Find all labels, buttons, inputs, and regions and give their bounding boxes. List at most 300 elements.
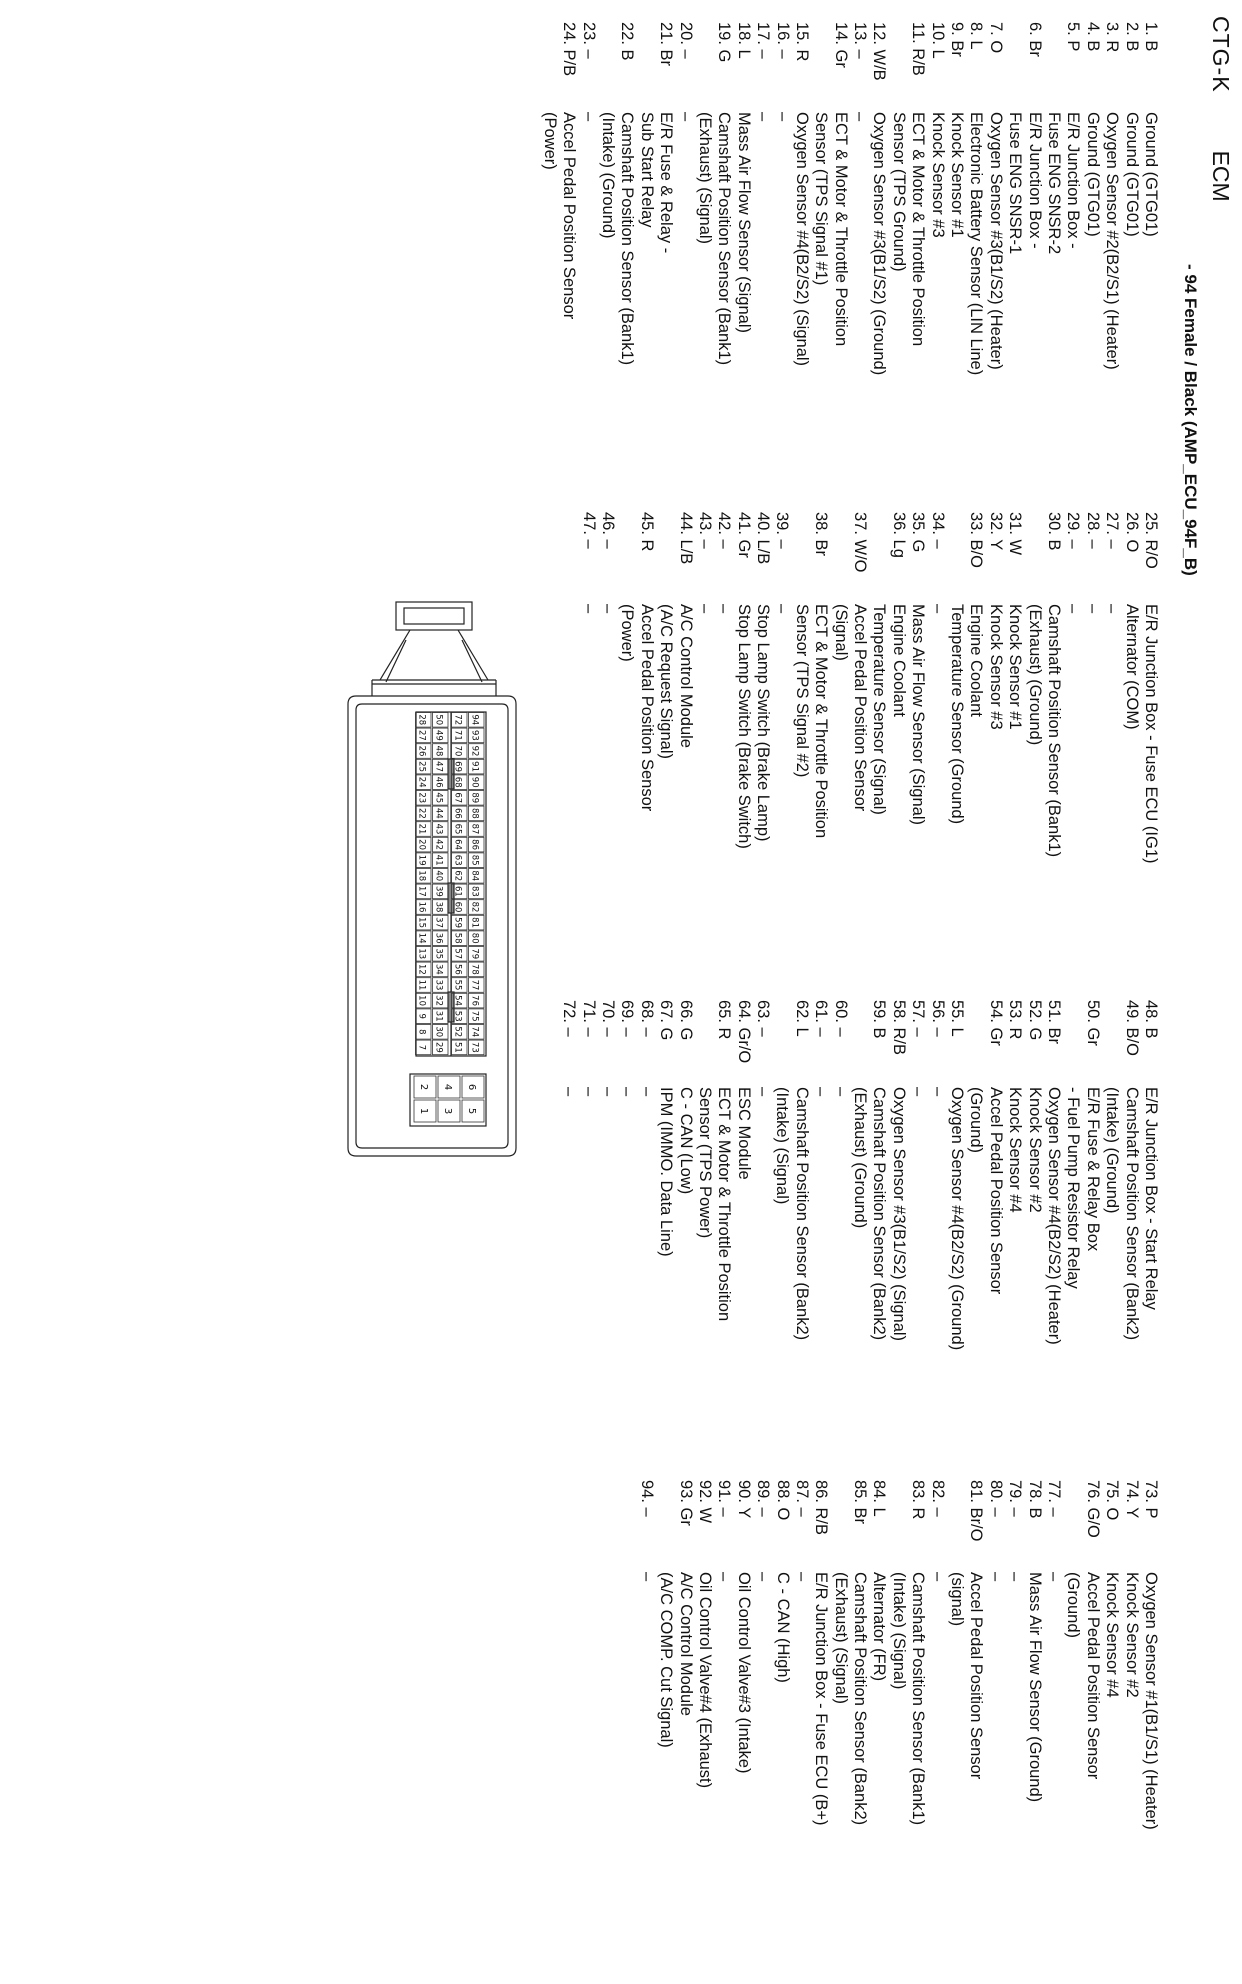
connector-diagram: [342, 600, 522, 1160]
pin-description: [675, 112, 694, 121]
pin-number: 59. B: [870, 1000, 889, 1039]
connector-pin-label: 72: [452, 714, 463, 726]
pin-description: [559, 1087, 578, 1096]
pin-description-line: –: [792, 1572, 811, 1582]
pin-description-line: –: [1006, 1572, 1025, 1582]
pin-row: [1063, 1000, 1102, 1289]
pin-row: [927, 1480, 947, 1582]
pin-description-line: Electronic Battery Sensor (LIN Line): [967, 112, 986, 376]
pin-column-4: [636, 1480, 1160, 1830]
pin-description-line: Knock Sensor #4: [1006, 1087, 1025, 1213]
pin-row: [792, 512, 831, 839]
pin-number: 20. –: [676, 22, 695, 59]
pin-row: [772, 1480, 792, 1683]
connector-pin-label: 83: [469, 885, 480, 897]
pin-description: [1082, 112, 1101, 237]
pin-description-line: ECT & Motor & Throttle Position: [909, 112, 928, 347]
pin-number: 41. Gr: [734, 512, 753, 558]
pin-description: [1141, 112, 1160, 237]
pin-description-line: (Exhaust) (Signal): [831, 1572, 850, 1705]
pin-description-line: –: [598, 1087, 617, 1097]
pin-number: 38. Br: [812, 512, 831, 557]
pin-description-line: –: [618, 1087, 637, 1097]
pin-description-line: Knock Sensor #2: [1025, 1087, 1044, 1213]
connector-pin-label: 57: [452, 948, 463, 960]
pin-description-line: IPM (IMMO. Data Line): [657, 1087, 676, 1257]
connector-power-label: 3: [442, 1107, 453, 1115]
pin-description-line: E/R Fuse & Relay Box: [1083, 1087, 1102, 1252]
pin-row: [1005, 1480, 1025, 1582]
connector-pin-label: 85: [469, 854, 480, 866]
pin-description: [1121, 1572, 1140, 1698]
pin-description: [830, 1572, 869, 1825]
pin-row: [1063, 1480, 1102, 1780]
pin-description-line: Mass Air Flow Sensor (Signal): [734, 112, 753, 333]
pin-description-line: C - CAN (Low): [676, 1087, 695, 1195]
pin-description-line: (Signal): [831, 604, 850, 661]
pin-number: 63. –: [754, 1000, 773, 1037]
pin-description-line: Temperature Sensor (Ground): [948, 604, 967, 825]
connector-pin-label: 58: [452, 932, 463, 944]
pin-description-line: –: [928, 604, 947, 614]
pin-description-line: –: [928, 1087, 947, 1097]
pin-number: 19. G: [715, 22, 734, 63]
pin-description: [791, 604, 830, 838]
pin-description-line: Oxygen Sensor #2(B2/S1) (Heater): [1103, 112, 1122, 370]
pin-row: [792, 1480, 811, 1582]
pin-row: [656, 1480, 695, 1748]
pin-row: [850, 22, 870, 122]
pin-description: [1102, 1087, 1141, 1340]
pin-description: [1024, 604, 1063, 857]
pin-row: [598, 1000, 617, 1097]
connector-pin-label: 80: [469, 932, 480, 944]
pin-description-line: (Intake) (Ground): [598, 112, 617, 239]
pin-number: 83. R: [909, 1480, 928, 1520]
pin-description-line: Knock Sensor #1: [1006, 604, 1025, 730]
pin-row: [1141, 512, 1160, 864]
connector-pin-label: 86: [469, 839, 480, 851]
pin-row: [772, 22, 792, 122]
pin-row: [772, 1000, 811, 1341]
pin-row: [947, 512, 986, 825]
pin-row: [714, 1480, 734, 1582]
pin-row: [869, 512, 908, 815]
pin-description-line: –: [579, 604, 598, 614]
connector-power-label: 6: [466, 1083, 477, 1091]
connector-pin-label: 39: [433, 885, 444, 897]
connector-pin-label: 64: [452, 839, 463, 851]
pin-number: 30. B: [1045, 512, 1064, 551]
pin-row: [888, 22, 928, 347]
pin-number: 18. L: [734, 22, 753, 59]
pin-description-line: –: [754, 112, 773, 122]
pin-description: [656, 1572, 695, 1748]
connector-pin-label: 29: [433, 1041, 444, 1053]
pin-description: [869, 1572, 888, 1681]
pin-description-line: Oxygen Sensor #3(B1/S2) (Ground): [870, 112, 889, 376]
connector-pin-label: 7: [416, 1044, 427, 1051]
pin-description: [908, 604, 927, 825]
connector-pin-label: 93: [469, 729, 480, 741]
pin-description-line: Stop Lamp Switch (Brake Lamp): [754, 604, 773, 842]
pin-row: [966, 22, 986, 376]
pin-description-line: –: [715, 1572, 734, 1582]
pin-description-line: (Ground): [967, 1087, 986, 1154]
pin-row: [675, 1000, 695, 1195]
pin-row: [1024, 1480, 1044, 1803]
pin-number: 76. G/O: [1083, 1480, 1102, 1538]
pin-description: [714, 604, 733, 613]
pin-description: [850, 1087, 889, 1340]
pin-description-line: Stop Lamp Switch (Brake Switch): [734, 604, 753, 849]
pin-column-1: [539, 22, 1160, 376]
pin-column-3: [559, 1000, 1160, 1351]
pin-description-line: Alternator (FR): [870, 1572, 889, 1682]
pin-description-line: Knock Sensor #4: [1103, 1572, 1122, 1698]
connector-pin-label: 65: [452, 823, 463, 835]
pin-description: [1141, 1087, 1160, 1310]
pin-description: [947, 112, 966, 238]
pin-description-line: –: [579, 112, 598, 122]
connector-pin-label: 61: [452, 885, 463, 897]
pin-number: 22. B: [618, 22, 637, 61]
connector-power-label: 1: [418, 1107, 429, 1115]
connector-pin-label: 34: [433, 963, 444, 975]
pin-description: [966, 1087, 1005, 1294]
pin-description: [927, 1087, 946, 1096]
pin-row: [927, 512, 947, 614]
connector-pin-label: 24: [416, 776, 427, 788]
pin-number: 15. R: [792, 22, 811, 62]
pin-number: 27. –: [1103, 512, 1122, 549]
pin-description-line: –: [928, 1572, 947, 1582]
pin-description-line: Temperature Sensor (Signal): [870, 604, 889, 815]
pin-description: [772, 1087, 811, 1340]
connector-power-label: 4: [442, 1083, 453, 1091]
pin-number: 71. –: [579, 1000, 598, 1037]
connector-pin-label: 59: [452, 917, 463, 929]
pin-number: 65. R: [715, 1000, 734, 1040]
pin-description-line: –: [1064, 604, 1083, 614]
pin-description: [947, 1572, 986, 1779]
pin-number: 64. Gr/O: [734, 1000, 753, 1064]
connector-pin-label: 37: [433, 917, 444, 929]
pin-description-line: (Intake) (Signal): [889, 1572, 908, 1690]
pin-number: 12. W/B: [870, 22, 889, 81]
pin-description: [830, 1087, 849, 1096]
pin-number: 16. –: [773, 22, 792, 59]
pin-description-line: E/R Junction Box -: [1064, 112, 1083, 249]
pin-description-line: E/R Fuse & Relay -: [657, 112, 676, 254]
connector-pin-label: 52: [452, 1026, 463, 1038]
connector-pin-label: 45: [433, 792, 444, 804]
pin-row: [675, 22, 695, 122]
pin-number: 61. –: [812, 1000, 831, 1037]
pin-description-line: –: [812, 1087, 831, 1097]
pin-row: [830, 1480, 870, 1826]
pin-description: [578, 112, 597, 121]
pin-description-line: A/C Control Module: [676, 1572, 695, 1716]
pin-row: [869, 22, 889, 376]
connector-pin-label: 13: [416, 948, 427, 960]
pin-number: 66. G: [676, 1000, 695, 1041]
pin-description: [1005, 604, 1024, 730]
pin-row: [598, 512, 617, 614]
pin-row: [1044, 1000, 1064, 1345]
connector-pin-label: 33: [433, 979, 444, 991]
pin-description: [947, 604, 986, 824]
pin-description-line: Accel Pedal Position Sensor: [637, 604, 656, 812]
vehicle-code: CTG-K: [1208, 16, 1234, 93]
pin-row: [985, 1480, 1005, 1582]
pin-description: [1024, 1087, 1043, 1213]
pin-number: 94. –: [637, 1480, 656, 1517]
pin-number: 56. –: [928, 1000, 947, 1037]
pin-description: [1102, 112, 1121, 370]
pin-description-line: Oxygen Sensor #3(B1/S2) (Heater): [986, 112, 1005, 370]
pin-number: 58. R/B: [889, 1000, 908, 1056]
pin-description: [888, 1572, 927, 1825]
pin-description-line: –: [579, 1087, 598, 1097]
pin-description: [695, 112, 734, 365]
pin-number: 14. Gr: [831, 22, 850, 68]
pin-row: [695, 22, 734, 366]
pin-description: [985, 112, 1004, 370]
pin-number: 80. –: [986, 1480, 1005, 1517]
pin-row: [1102, 22, 1122, 370]
connector-pin-label: 89: [469, 792, 480, 804]
pin-number: 42. –: [715, 512, 734, 549]
pin-description-line: –: [1045, 1572, 1064, 1582]
connector-pin-label: 94: [469, 714, 480, 726]
pin-row: [753, 1480, 773, 1582]
connector-pin-label: 40: [433, 870, 444, 882]
connector-pin-label: 20: [416, 839, 427, 851]
pin-number: 36. Lg: [889, 512, 908, 558]
pin-column-2: [578, 512, 1160, 864]
connector-pin-label: 69: [452, 761, 463, 773]
pin-description-line: Accel Pedal Position Sensor: [851, 604, 870, 812]
pin-number: 8. L: [967, 22, 986, 50]
pin-description-line: –: [1103, 604, 1122, 614]
connector-pin-label: 31: [433, 1010, 444, 1022]
pin-description-line: –: [773, 604, 792, 614]
pin-row: [927, 22, 947, 238]
connector-pin-label: 17: [416, 885, 427, 897]
pin-description: [636, 1087, 655, 1096]
pin-row: [695, 1480, 714, 1789]
pin-description: [1082, 604, 1101, 613]
pin-description: [830, 604, 869, 811]
pin-number: 28. –: [1083, 512, 1102, 549]
pin-number: 67. G: [657, 1000, 676, 1041]
pin-row: [811, 1480, 831, 1826]
pin-description-line: - Fuel Pump Resistor Relay: [1064, 1087, 1083, 1289]
pin-description: [695, 1087, 734, 1321]
pin-row: [1082, 22, 1102, 237]
pin-description-line: Camshaft Position Sensor (Bank1): [715, 112, 734, 366]
pin-row: [1024, 512, 1064, 858]
pin-description: [1063, 1087, 1102, 1289]
pin-description-line: Ground (GTG01): [1122, 112, 1141, 237]
pin-number: 93. Gr: [676, 1480, 695, 1526]
pin-number: 17. –: [754, 22, 773, 59]
pin-description: [888, 1087, 907, 1341]
pin-number: 37. W/O: [851, 512, 870, 573]
connector-pin-label: 50: [433, 714, 444, 726]
pin-row: [888, 1000, 908, 1342]
pin-row: [1121, 512, 1141, 730]
connector-pin-label: 9: [416, 1013, 427, 1019]
pin-description: [636, 1572, 655, 1581]
pin-description-line: –: [598, 604, 617, 614]
pin-number: 79. –: [1006, 1480, 1025, 1517]
connector-pin-label: 12: [416, 963, 427, 975]
connector-pin-label: 44: [433, 807, 444, 819]
connector-pin-label: 51: [452, 1041, 463, 1053]
connector-pin-label: 15: [416, 917, 427, 929]
pin-description: [1121, 604, 1140, 730]
pin-description-line: –: [831, 1087, 850, 1097]
pin-number: 5. P: [1064, 22, 1083, 52]
pin-row: [578, 22, 598, 122]
pin-description: [947, 1087, 966, 1350]
pin-description-line: ECT & Motor & Throttle Position: [831, 112, 850, 347]
pin-number: 52. G: [1025, 1000, 1044, 1041]
pin-number: 53. R: [1006, 1000, 1025, 1040]
pin-description-line: Engine Coolant: [889, 604, 908, 717]
pin-description-line: Camshaft Position Sensor (Bank1): [1045, 604, 1064, 858]
pin-description-line: (Exhaust) (Ground): [1025, 604, 1044, 746]
pin-number: 10. L: [928, 22, 947, 59]
pin-number: 32. Y: [986, 512, 1005, 551]
pin-description-line: Oxygen Sensor #4(B2/S2) (Ground): [948, 1087, 967, 1351]
pin-row: [1082, 512, 1102, 614]
pin-row: [1044, 22, 1083, 255]
pin-row: [1141, 22, 1160, 237]
pin-description: [927, 604, 946, 613]
pin-row: [947, 1480, 986, 1780]
pin-row: [869, 1480, 889, 1682]
pin-description-line: Camshaft Position Sensor (Bank2): [870, 1087, 889, 1341]
pin-description: [733, 1572, 752, 1773]
pin-row: [811, 1000, 831, 1097]
connector-pin-label: 27: [416, 729, 427, 741]
pin-description-line: Sub Start Relay: [637, 112, 656, 228]
pin-description: [966, 112, 985, 375]
pin-number: 54. Gr: [986, 1000, 1005, 1046]
pin-description-line: E/R Junction Box - Start Relay: [1142, 1087, 1160, 1310]
connector-pin-label: 36: [433, 932, 444, 944]
connector-pin-label: 70: [452, 745, 463, 757]
pin-row: [1005, 1000, 1025, 1213]
pin-description: [598, 112, 637, 365]
connector-pin-label: 48: [433, 745, 444, 757]
pin-description-line: Sensor (TPS Signal #1): [812, 112, 831, 286]
pin-description: [985, 604, 1004, 730]
connector-pin-label: 56: [452, 963, 463, 975]
pin-description: [1102, 1572, 1121, 1698]
pin-row: [753, 512, 773, 842]
connector-pin-label: 25: [416, 761, 427, 773]
pin-description: [869, 112, 888, 375]
pin-row: [656, 512, 695, 759]
pin-number: 3. R: [1103, 22, 1122, 53]
pin-number: 21. Br: [657, 22, 676, 67]
pin-description-line: Fuse ENG SNSR-1: [1006, 112, 1025, 255]
pin-description-line: (Ground): [1064, 1572, 1083, 1639]
pin-number: 1. B: [1142, 22, 1160, 52]
connector-pin-label: 46: [433, 776, 444, 788]
pin-row: [927, 1000, 947, 1097]
pin-description: [1005, 1572, 1024, 1581]
pin-row: [733, 22, 753, 333]
pin-description-line: Knock Sensor #2: [1122, 1572, 1141, 1698]
connector-pin-label: 8: [416, 1029, 427, 1035]
pin-number: 6. Br: [1025, 22, 1044, 57]
pin-description-line: Sensor (TPS Ground): [889, 112, 908, 272]
connector-pin-label: 10: [416, 995, 427, 1007]
pin-row: [753, 1000, 773, 1097]
pin-number: 90. Y: [734, 1480, 753, 1519]
pin-description-line: Accel Pedal Position Sensor: [986, 1087, 1005, 1295]
connector-pin-label: 67: [452, 792, 463, 804]
pin-description: [598, 1087, 617, 1096]
pin-description: [985, 1572, 1004, 1581]
pin-description: [888, 112, 927, 346]
pin-row: [1102, 1480, 1122, 1698]
pin-number: 7. O: [986, 22, 1005, 54]
connector-pin-label: 23: [416, 792, 427, 804]
pin-description: [1005, 112, 1044, 254]
pin-description-line: Accel Pedal Position Sensor: [560, 112, 579, 320]
pin-row: [1102, 512, 1122, 614]
pin-number: 81. Br/O: [967, 1480, 986, 1542]
pin-row: [947, 1000, 967, 1351]
pin-description: [1121, 112, 1140, 237]
pin-row: [1121, 1480, 1141, 1698]
connector-pin-label: 43: [433, 823, 444, 835]
pin-number: 51. Br: [1045, 1000, 1064, 1045]
pin-description-line: Ground (GTG01): [1083, 112, 1102, 237]
pin-description-line: (Power): [618, 604, 637, 662]
pin-row: [559, 1000, 579, 1097]
pin-description-line: –: [986, 1572, 1005, 1582]
connector-pin-label: 49: [433, 729, 444, 741]
pin-description: [578, 604, 597, 613]
pin-description-line: (Exhaust) (Signal): [695, 112, 714, 245]
pin-description-line: (A/C COMP. Cut Signal): [657, 1572, 676, 1748]
pin-description-line: Knock Sensor #3: [928, 112, 947, 238]
connector-pin-label: 84: [469, 870, 480, 882]
pin-description-line: –: [715, 604, 734, 614]
pin-description: [1141, 1572, 1160, 1830]
pin-description: [811, 112, 850, 346]
pin-description-line: Sensor (TPS Power): [695, 1087, 714, 1239]
pin-description-line: ESC Module: [734, 1087, 753, 1180]
pin-number: 92. W: [695, 1480, 714, 1524]
pin-row: [830, 512, 870, 812]
pin-number: 89. –: [754, 1480, 773, 1517]
pin-number: 35. G: [909, 512, 928, 553]
pin-number: 39. –: [773, 512, 792, 549]
pin-description: [1044, 1572, 1063, 1581]
connector-pin-label: 63: [452, 854, 463, 866]
connector-pin-label: 35: [433, 948, 444, 960]
connector-description: - 94 Female / Black (AMP_ECU_94F_B): [1181, 264, 1200, 576]
pin-description-line: –: [851, 112, 870, 122]
